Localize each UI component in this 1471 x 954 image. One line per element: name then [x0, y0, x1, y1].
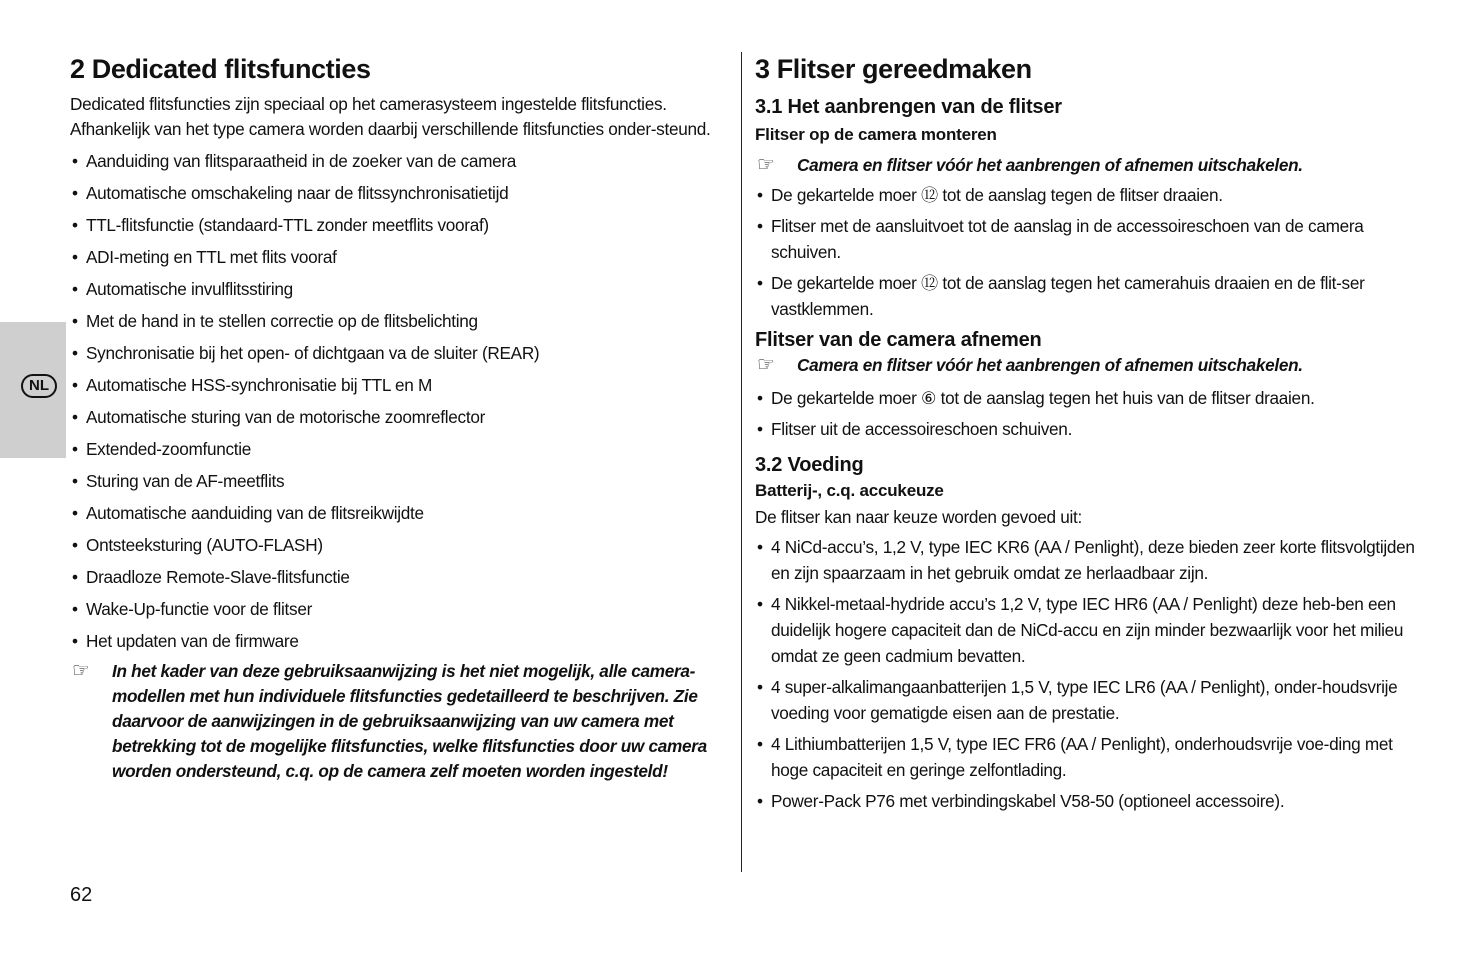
pointing-hand-icon: ☞ [757, 354, 775, 376]
remove-note [755, 353, 1415, 378]
mount-note [755, 153, 1415, 178]
language-badge: NL [21, 374, 57, 398]
list-item: • Extended-zoomfunctie [70, 433, 730, 465]
pointing-hand-icon: ☞ [72, 660, 90, 682]
section-2-heading: 2 Dedicated flitsfuncties [70, 54, 371, 84]
list-item: • De gekartelde moer ⑫ tot de aanslag tegen de flitser draaien. [755, 182, 1415, 208]
battery-intro: De flitser kan naar keuze worden gevoed uit: [755, 507, 1082, 527]
list-item: • 4 NiCd-accu’s, 1,2 V, type IEC KR6 (AA / Penlight), deze bieden zeer korte flitsvolgtijden en zijn spaarzaam in het gebruik omdat ze herlaadbaar zijn. [755, 534, 1415, 586]
mount-note-text: Camera en flitser vóór het aanbrengen of afnemen uitschakelen. [797, 155, 1303, 175]
list-item: • Flitser met de aansluitvoet tot de aanslag in de accessoireschoen van de camera schuiven. [755, 213, 1415, 265]
pointing-hand-icon: ☞ [757, 154, 775, 176]
list-item: • ADI-meting en TTL met flits vooraf [70, 241, 730, 273]
section-3-2-heading: 3.2 Voeding [755, 454, 864, 476]
list-item: • De gekartelde moer ⑥ tot de aanslag tegen het huis van de flitser draaien. [755, 385, 1415, 411]
battery-options-list [755, 534, 1415, 814]
list-item: • Automatische invulflitsstiring [70, 273, 730, 305]
list-item: • Wake-Up-functie voor de flitser [70, 593, 730, 625]
remove-heading: Flitser van de camera afnemen [755, 329, 1042, 351]
list-item: • Sturing van de AF-meetflits [70, 465, 730, 497]
mount-steps-list [755, 182, 1415, 322]
mount-heading: Flitser op de camera monteren [755, 125, 997, 144]
list-item: • Power-Pack P76 met verbindingskabel V58-50 (optioneel accessoire). [755, 788, 1415, 814]
column-divider [741, 52, 742, 872]
list-item: • TTL-flitsfunctie (standaard-TTL zonder meetflits vooraf) [70, 209, 730, 241]
left-note [70, 659, 730, 784]
section-2-intro: Dedicated flitsfuncties zijn speciaal op het camerasysteem ingestelde flitsfuncties. Afhankelijk van het type camera worden daarbij verschillende flitsfuncties onder-steund. [70, 94, 711, 139]
list-item: • Automatische HSS-synchronisatie bij TTL en M [70, 369, 730, 401]
list-item: • Draadloze Remote-Slave-flitsfunctie [70, 561, 730, 593]
list-item: • Flitser uit de accessoireschoen schuiven. [755, 416, 1415, 442]
section-3-heading: 3 Flitser gereedmaken [755, 54, 1032, 84]
list-item: • Aanduiding van flitsparaatheid in de zoeker van de camera [70, 145, 730, 177]
section-3-1-heading: 3.1 Het aanbrengen van de flitser [755, 96, 1062, 118]
right-column [755, 52, 1415, 819]
list-item: • Het updaten van de firmware [70, 625, 730, 657]
remove-steps-list [755, 385, 1415, 442]
battery-choice-heading: Batterij-, c.q. accukeuze [755, 481, 944, 500]
list-item: • Met de hand in te stellen correctie op de flitsbelichting [70, 305, 730, 337]
list-item: • Automatische aanduiding van de flitsreikwijdte [70, 497, 730, 529]
list-item: • 4 Nikkel-metaal-hydride accu’s 1,2 V, type IEC HR6 (AA / Penlight) deze heb-ben een duidelijk hogere capaciteit dan de NiCd-accu en zijn minder bezwaarlijk voor het milieu omdat ze geen cadmium bevatten. [755, 591, 1415, 669]
left-note-text: In het kader van deze gebruiksaanwijzing is het niet mogelijk, alle camera-modellen met hun individuele flitsfuncties gedetailleerd te beschrijven. Zie daarvoor de aanwijzingen in de gebruiksaanwijzing van uw camera met betrekking tot de mogelijke flitsfuncties, welke flitsfuncties door uw camera worden ondersteund, c.q. op de camera zelf moeten worden ingesteld! [112, 661, 707, 781]
list-item: • Automatische omschakeling naar de flitssynchronisatietijd [70, 177, 730, 209]
flash-function-list [70, 145, 730, 657]
list-item: • Ontsteeksturing (AUTO-FLASH) [70, 529, 730, 561]
page-number: 62 [70, 884, 93, 906]
list-item: • 4 super-alkalimangaanbatterijen 1,5 V, type IEC LR6 (AA / Penlight), onder-houdsvrije voeding voor gematigde eisen aan de prestatie. [755, 674, 1415, 726]
left-column [70, 52, 730, 784]
list-item: • 4 Lithiumbatterijen 1,5 V, type IEC FR6 (AA / Penlight), onderhoudsvrije voe-ding met hoge capaciteit en geringe zelfontlading. [755, 731, 1415, 783]
list-item: • Synchronisatie bij het open- of dichtgaan va de sluiter (REAR) [70, 337, 730, 369]
list-item: • Automatische sturing van de motorische zoomreflector [70, 401, 730, 433]
list-item: • De gekartelde moer ⑫ tot de aanslag tegen het camerahuis draaien en de flit-ser vastklemmen. [755, 270, 1415, 322]
remove-note-text: Camera en flitser vóór het aanbrengen of afnemen uitschakelen. [797, 355, 1303, 375]
